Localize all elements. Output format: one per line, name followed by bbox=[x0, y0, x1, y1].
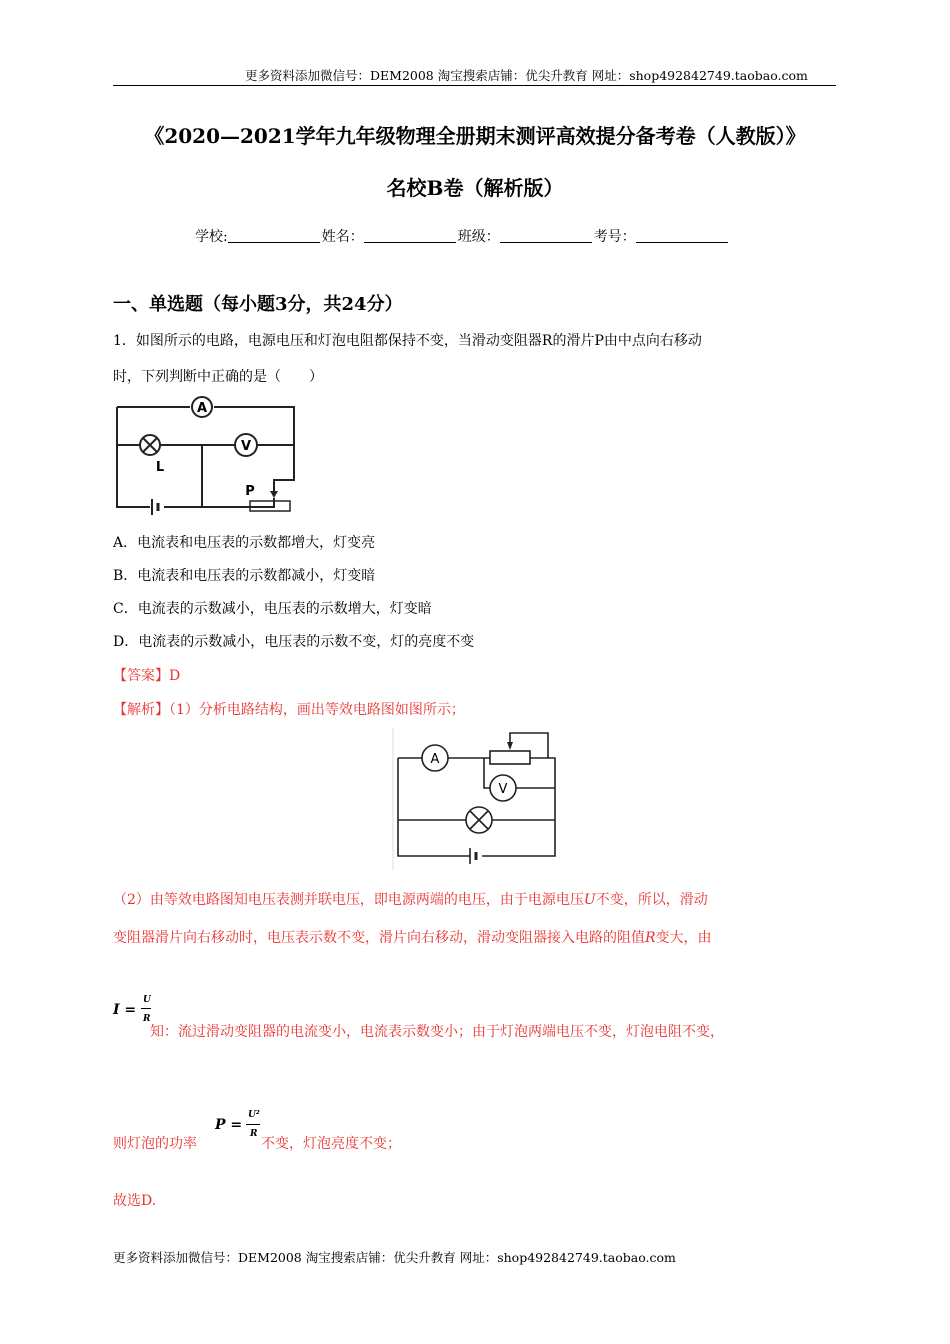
number-blank[interactable] bbox=[636, 242, 728, 243]
formula-p-fraction-bar bbox=[246, 1124, 260, 1125]
equiv-ammeter-label: A bbox=[430, 752, 440, 767]
analysis-line5-tail: 不变，灯泡亮度不变； bbox=[261, 1136, 401, 1152]
question-stem-line2: 时，下列判断中正确的是（ ） bbox=[113, 369, 323, 385]
analysis-label: 【解析】 bbox=[113, 702, 169, 718]
analysis-line2 bbox=[113, 889, 708, 909]
formula-i-denominator: R bbox=[143, 1014, 151, 1024]
analysis-2-var: U bbox=[583, 892, 596, 908]
analysis-3-text: 变阻器滑片向右移动时，电压表示数不变，滑片向右移动，滑动变阻器接入电路的阻值 bbox=[113, 930, 645, 946]
student-info-line bbox=[195, 226, 730, 246]
class-blank[interactable] bbox=[500, 242, 592, 243]
document-subtitle: 名校B卷（解析版） bbox=[386, 176, 564, 200]
conclusion-line: 故选D. bbox=[113, 1193, 157, 1209]
analysis-line1 bbox=[113, 699, 465, 719]
analysis-line4: 知：流过滑动变阻器的电流变小，电流表示数变小；由于灯泡两端电压不变，灯泡电阻不变， bbox=[150, 1024, 724, 1040]
formula-p-numerator: U² bbox=[248, 1110, 260, 1120]
option-c[interactable]: C．电流表的示数减小，电压表的示数增大，灯变暗 bbox=[113, 601, 432, 617]
page-header: 更多资料添加微信号：DEM2008 淘宝搜索店铺：优尖升教育 网址：shop492842749.taobao.com bbox=[245, 68, 808, 83]
option-b[interactable]: B．电流表和电压表的示数都减小，灯变暗 bbox=[113, 568, 376, 584]
analysis-line5 bbox=[113, 1133, 197, 1153]
school-blank[interactable] bbox=[228, 242, 320, 243]
slider-label: P bbox=[245, 484, 255, 499]
class-label: 班级： bbox=[457, 229, 500, 245]
equiv-voltmeter-label: V bbox=[498, 782, 508, 797]
analysis-3-var: R bbox=[645, 930, 656, 946]
document-title: 《2020—2021学年九年级物理全册期末测评高效提分备考卷（人教版）》 bbox=[144, 124, 806, 148]
number-label: 考号： bbox=[593, 229, 636, 245]
analysis-step1: （1）分析电路结构，画出等效电路图如图所示； bbox=[169, 702, 465, 718]
slider-arrow-icon bbox=[270, 491, 278, 498]
name-blank[interactable] bbox=[364, 242, 456, 243]
lamp-label: L bbox=[155, 460, 165, 475]
equiv-slider-arrow-icon bbox=[507, 742, 513, 750]
school-label: 学校: bbox=[195, 229, 228, 245]
ammeter-label: A bbox=[196, 401, 208, 416]
option-d[interactable]: D．电流表的示数减小，电压表的示数不变，灯的亮度不变 bbox=[113, 634, 475, 650]
option-a[interactable]: A．电流表和电压表的示数都增大，灯变亮 bbox=[113, 535, 376, 551]
formula-p-lhs: P = bbox=[215, 1117, 243, 1133]
answer-line: 【答案】D bbox=[113, 668, 181, 684]
formula-i-fraction-bar bbox=[141, 1008, 151, 1009]
analysis-5-text: 则灯泡的功率 bbox=[113, 1136, 197, 1152]
header-divider bbox=[113, 85, 836, 86]
page-footer: 更多资料添加微信号：DEM2008 淘宝搜索店铺：优尖升教育 网址：shop492842749.taobao.com bbox=[113, 1250, 676, 1265]
analysis-2-tail: 不变，所以，滑动 bbox=[595, 892, 708, 908]
analysis-line3 bbox=[113, 927, 712, 947]
analysis-2-text: （2）由等效电路图知电压表测并联电压，即电源两端的电压，由于电源电压 bbox=[113, 892, 584, 908]
section-heading: 一、单选题（每小题3分，共24分） bbox=[113, 294, 403, 315]
question-stem-line1: 1．如图所示的电路，电源电压和灯泡电阻都保持不变，当滑动变阻器R的滑片P由中点向右移动 bbox=[113, 333, 702, 349]
circuit-diagram-original bbox=[110, 395, 305, 520]
formula-i-lhs: I = bbox=[113, 1002, 137, 1018]
analysis-3-tail: 变大，由 bbox=[655, 930, 712, 946]
voltmeter-label: V bbox=[240, 439, 252, 454]
name-label: 姓名： bbox=[321, 229, 364, 245]
formula-p-denominator: R bbox=[250, 1129, 258, 1139]
circuit-diagram-equivalent bbox=[390, 728, 560, 870]
formula-i-numerator: U bbox=[143, 995, 151, 1005]
